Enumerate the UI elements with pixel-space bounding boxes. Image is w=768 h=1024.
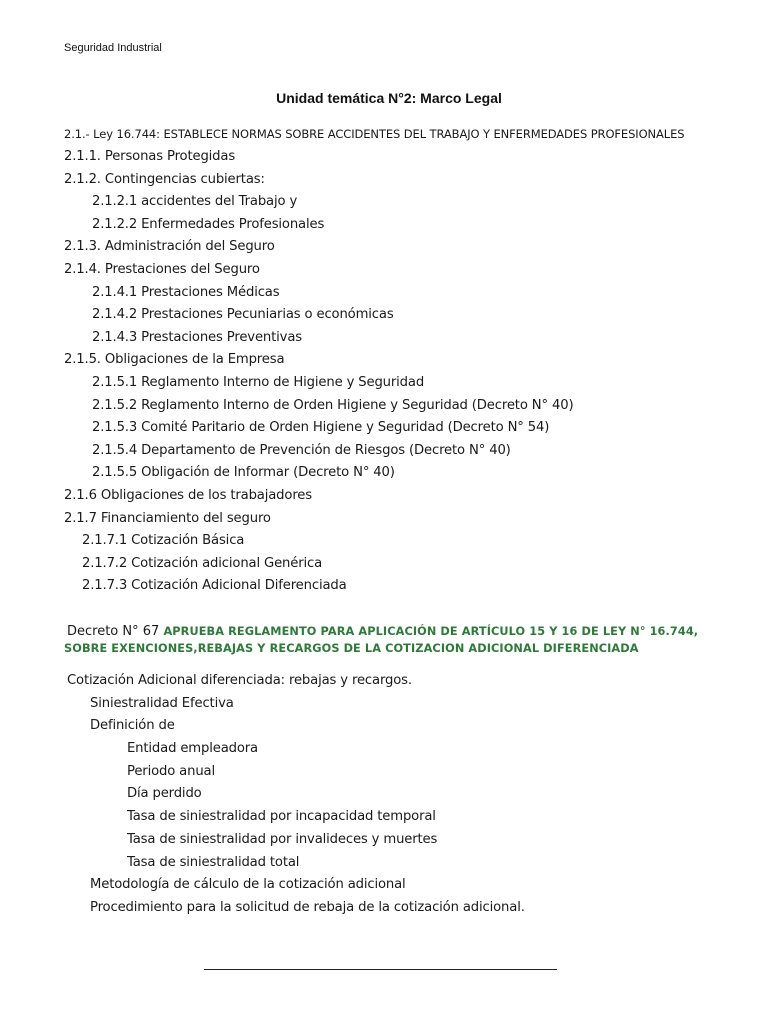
outline-item: 2.1.5. Obligaciones de la Empresa — [64, 352, 285, 368]
additional-contribution-list — [64, 670, 525, 920]
outline-item: 2.1.5.2 Reglamento Interno de Orden Higiene y Seguridad (Decreto N° 40) — [92, 397, 574, 413]
outline-item: 2.1.7 Financiamiento del seguro — [64, 510, 271, 526]
list-item: Definición de — [90, 718, 175, 734]
outline-item: 2.1.5.3 Comité Paritario de Orden Higiene y Seguridad (Decreto N° 54) — [92, 420, 550, 436]
outline-item: 2.1.6 Obligaciones de los trabajadores — [64, 487, 312, 503]
outline-item: 2.1.5.4 Departamento de Prevención de Riesgos (Decreto N° 40) — [92, 442, 511, 458]
list-item: Entidad empleadora — [127, 741, 258, 757]
decree-heading — [64, 623, 724, 657]
decree-description: APRUEBA REGLAMENTO PARA APLICACIÓN DE ARTÍCULO 15 Y 16 DE LEY N° 16.744, SOBRE EXENCIONES,REBAJAS Y RECARGOS DE LA COTIZACION ADICIONAL DIFERENCIADA — [64, 625, 699, 655]
list-item: Cotización Adicional diferenciada: rebajas y recargos. — [67, 673, 412, 688]
list-item: Día perdido — [127, 786, 202, 802]
outline-item: 2.1.1. Personas Protegidas — [64, 149, 236, 164]
list-item: Periodo anual — [127, 763, 215, 779]
outline-item: 2.1.2.2 Enfermedades Profesionales — [92, 216, 325, 232]
outline-item: 2.1.5.1 Reglamento Interno de Higiene y Seguridad — [92, 374, 425, 390]
running-header: Seguridad Industrial — [64, 42, 162, 54]
list-item: Metodología de cálculo de la cotización adicional — [90, 877, 406, 893]
outline-item: 2.1.5.5 Obligación de Informar (Decreto N° 40) — [92, 465, 395, 481]
page-title: Unidad temática N°2: Marco Legal — [276, 90, 502, 106]
outline-item: 2.1.7.3 Cotización Adicional Diferenciada — [82, 578, 347, 594]
list-item: Procedimiento para la solicitud de rebaja de la cotización adicional. — [90, 899, 525, 915]
outline-item: 2.1.3. Administración del Seguro — [64, 239, 275, 255]
outline-item: 2.1.2. Contingencias cubiertas: — [64, 171, 265, 187]
footer-divider — [204, 969, 557, 970]
list-item: Siniestralidad Efectiva — [90, 695, 234, 711]
outline-item: 2.1.7.1 Cotización Básica — [82, 533, 245, 549]
outline-item: 2.1.2.1 accidentes del Trabajo y — [92, 194, 298, 210]
outline-item: 2.1.4. Prestaciones del Seguro — [64, 261, 260, 277]
law-intro: 2.1.- Ley 16.744: ESTABLECE NORMAS SOBRE ACCIDENTES DEL TRABAJO Y ENFERMEDADES PROFESIONALES — [64, 127, 685, 141]
outline-item: 2.1.4.3 Prestaciones Preventivas — [92, 329, 302, 345]
list-item: Tasa de siniestralidad por incapacidad temporal — [127, 809, 436, 825]
outline-item: 2.1.4.2 Prestaciones Pecuniarias o económicas — [92, 307, 394, 323]
outline-item: 2.1.7.2 Cotización adicional Genérica — [82, 555, 323, 571]
list-item: Tasa de siniestralidad total — [127, 854, 300, 870]
decree-number: Decreto N° 67 — [67, 624, 160, 639]
list-item: Tasa de siniestralidad por invalideces y muertes — [127, 831, 438, 847]
outline-list — [64, 146, 573, 598]
outline-item: 2.1.4.1 Prestaciones Médicas — [92, 284, 280, 300]
